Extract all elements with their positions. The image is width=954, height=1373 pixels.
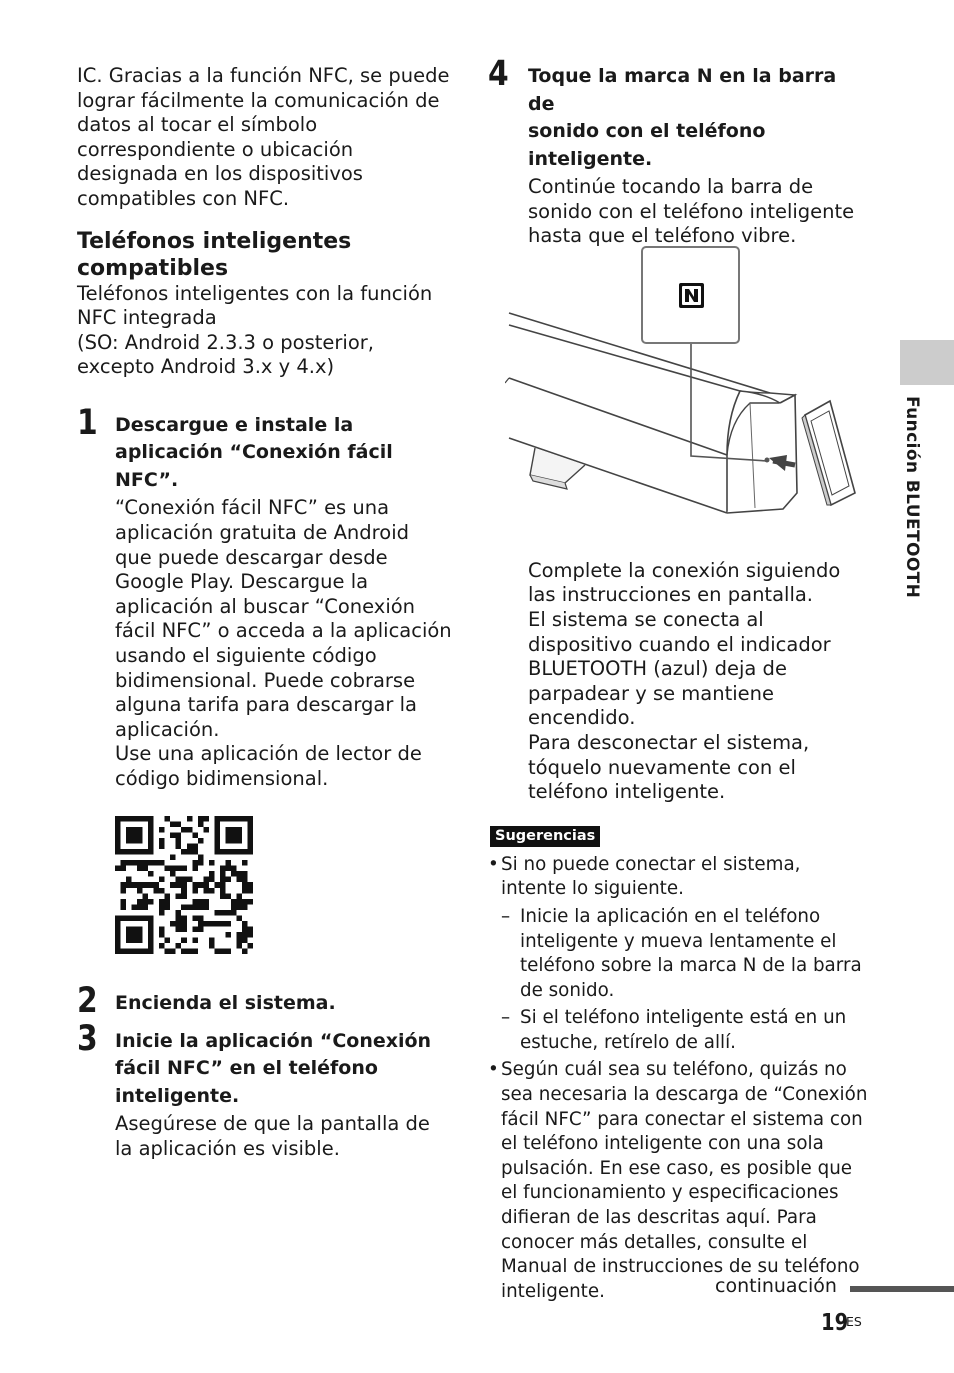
step-3	[77, 1018, 457, 1162]
continuation-bar	[850, 1286, 954, 1292]
text-line: de sonido.	[520, 979, 615, 1001]
section-tab	[900, 340, 954, 385]
page-number: 19	[821, 1310, 849, 1336]
tip-bullet-2	[488, 1058, 868, 1304]
text-line: aplicación.	[115, 717, 220, 741]
step-3-title	[115, 1028, 457, 1111]
text-line: estuche, retírelo de allí.	[520, 1031, 736, 1053]
tip-bullet-2-text	[501, 1058, 868, 1304]
text-line: difieran de las descritas aquí. Para	[501, 1207, 817, 1229]
text-line: Toque la marca N en la barra de	[528, 65, 837, 115]
text-line: alguna tarifa para descargar la	[115, 693, 417, 717]
text-line: Asegúrese de que la pantalla de	[115, 1112, 430, 1136]
text-line: conocer más detalles, consulte el	[501, 1231, 808, 1253]
text-line: Descargue e instale la	[115, 413, 354, 436]
text-line: Teléfonos inteligentes con la función	[77, 281, 433, 305]
tips-section	[488, 822, 868, 1305]
text-line: usando el siguiente código	[115, 644, 377, 667]
page-language: ES	[846, 1314, 862, 1329]
tip-dash-2	[488, 1006, 868, 1055]
text-line: intente lo siguiente.	[501, 878, 684, 900]
step-1-body	[115, 496, 457, 791]
qr-code-icon	[115, 816, 253, 954]
bullet-dot: •	[488, 1059, 499, 1081]
step-1-number: 1	[77, 402, 98, 443]
text-line: fácil NFC” o acceda a la aplicación	[115, 619, 452, 643]
text-line: la aplicación es visible.	[115, 1136, 340, 1160]
step-1-title	[115, 412, 457, 495]
nfc-n-mark-icon	[679, 283, 704, 308]
step-4-title	[528, 63, 868, 173]
intro-paragraph	[77, 64, 457, 212]
text-line: que puede descargar desde	[115, 545, 388, 569]
text-line: “Conexión fácil NFC” es una	[115, 496, 390, 520]
text-line: designada en los dispositivos	[77, 162, 363, 186]
step-4-after	[528, 559, 868, 805]
text-line: (SO: Android 2.3.3 o posterior,	[77, 330, 374, 354]
section-label: Función BLUETOOTH	[902, 396, 922, 599]
text-line: aplicación gratuita de Android	[115, 521, 409, 545]
compatible-phones-text	[77, 282, 457, 380]
step-3-body	[115, 1112, 457, 1161]
text-line: NFC integrada	[77, 306, 217, 330]
text-line: Continúe tocando la barra de	[528, 175, 814, 198]
step-3-number: 3	[77, 1018, 98, 1059]
text-line: Manual de instrucciones de su teléfono	[501, 1256, 860, 1278]
text-line: compatibles con NFC.	[77, 186, 290, 210]
text-line: Inicie la aplicación en el teléfono	[520, 905, 821, 927]
text-line: Inicie la aplicación “Conexión	[115, 1029, 432, 1052]
step-2-number: 2	[77, 981, 98, 1022]
text-line: datos al tocar el símbolo	[77, 113, 318, 137]
text-line: Google Play. Descargue la	[115, 570, 369, 594]
text-line: inteligente.	[528, 147, 653, 170]
tip-bullet-1-text	[501, 853, 868, 902]
text-line: Según cuál sea su teléfono, quizás no	[501, 1059, 847, 1081]
text-line: Encienda el sistema.	[115, 992, 336, 1015]
tip-dash-2-text	[520, 1006, 868, 1055]
text-line: teléfono inteligente.	[528, 780, 726, 804]
smartphone-icon	[802, 401, 855, 505]
text-line: IC. Gracias a la función NFC, se puede	[77, 64, 450, 87]
text-line: fácil NFC” para conectar el sistema con	[501, 1108, 863, 1130]
dash-mark: –	[501, 905, 511, 927]
continuation-text: continuación	[715, 1275, 837, 1297]
text-line: tóquelo nuevamente con el	[528, 755, 796, 779]
soundbar-phone-illustration	[505, 243, 865, 523]
text-line: teléfono sobre la marca N de la barra	[520, 955, 862, 977]
text-line: El sistema se conecta al	[528, 607, 764, 631]
tip-dash-1-text	[520, 905, 868, 1003]
text-line: sea necesaria la descarga de “Conexión	[501, 1084, 868, 1106]
text-line: Para desconectar el sistema,	[528, 730, 810, 754]
step-1	[77, 402, 457, 792]
text-line: pulsación. En ese caso, es posible que	[501, 1157, 853, 1179]
text-line: inteligente.	[501, 1280, 605, 1302]
text-line: el funcionamiento y especificaciones	[501, 1182, 839, 1204]
text-line: aplicación al buscar “Conexión	[115, 594, 416, 618]
step-4-number: 4	[488, 54, 509, 94]
text-line: inteligente y mueva lentamente el	[520, 930, 837, 952]
tip-bullet-1	[488, 853, 868, 902]
compatible-phones-heading	[77, 228, 457, 282]
text-line: Teléfonos inteligentes	[77, 228, 352, 254]
text-line: compatibles	[77, 255, 229, 281]
text-line: Si no puede conectar el sistema,	[501, 853, 801, 875]
text-line: hasta que el teléfono vibre.	[528, 224, 797, 248]
text-line: el teléfono inteligente con una sola	[501, 1133, 824, 1155]
step-2	[77, 981, 457, 1022]
text-line: fácil NFC” en el teléfono	[115, 1057, 378, 1080]
left-column	[77, 64, 457, 1161]
bullet-dot: •	[488, 853, 499, 875]
text-line: Use una aplicación de lector de	[115, 742, 422, 766]
text-line: código bidimensional.	[115, 766, 329, 790]
tips-list	[488, 853, 868, 1305]
text-line: correspondiente o ubicación	[77, 137, 354, 161]
dash-mark: –	[501, 1007, 511, 1029]
text-line: sonido con el teléfono inteligente	[528, 199, 855, 223]
text-line: Si el teléfono inteligente está en un	[520, 1007, 847, 1029]
text-line: bidimensional. Puede cobrarse	[115, 668, 416, 692]
text-line: lograr fácilmente la comunicación de	[77, 88, 440, 112]
text-line: parpadear y se mantiene	[528, 681, 775, 705]
tip-dash-1	[488, 905, 868, 1003]
text-line: inteligente.	[115, 1084, 240, 1107]
text-line: sonido con el teléfono	[528, 120, 766, 142]
text-line: Complete la conexión siguiendo	[528, 558, 841, 582]
text-line: las instrucciones en pantalla.	[528, 583, 814, 607]
text-line: dispositivo cuando el indicador	[528, 632, 831, 656]
step-2-title	[115, 990, 457, 1018]
step-4-body	[528, 175, 868, 249]
text-line: excepto Android 3.x y 4.x)	[77, 355, 335, 379]
text-line: BLUETOOTH (azul) deja de	[528, 657, 787, 681]
tips-badge: Sugerencias	[490, 826, 600, 847]
text-line: aplicación “Conexión fácil NFC”.	[115, 441, 393, 491]
text-line: encendido.	[528, 706, 636, 730]
